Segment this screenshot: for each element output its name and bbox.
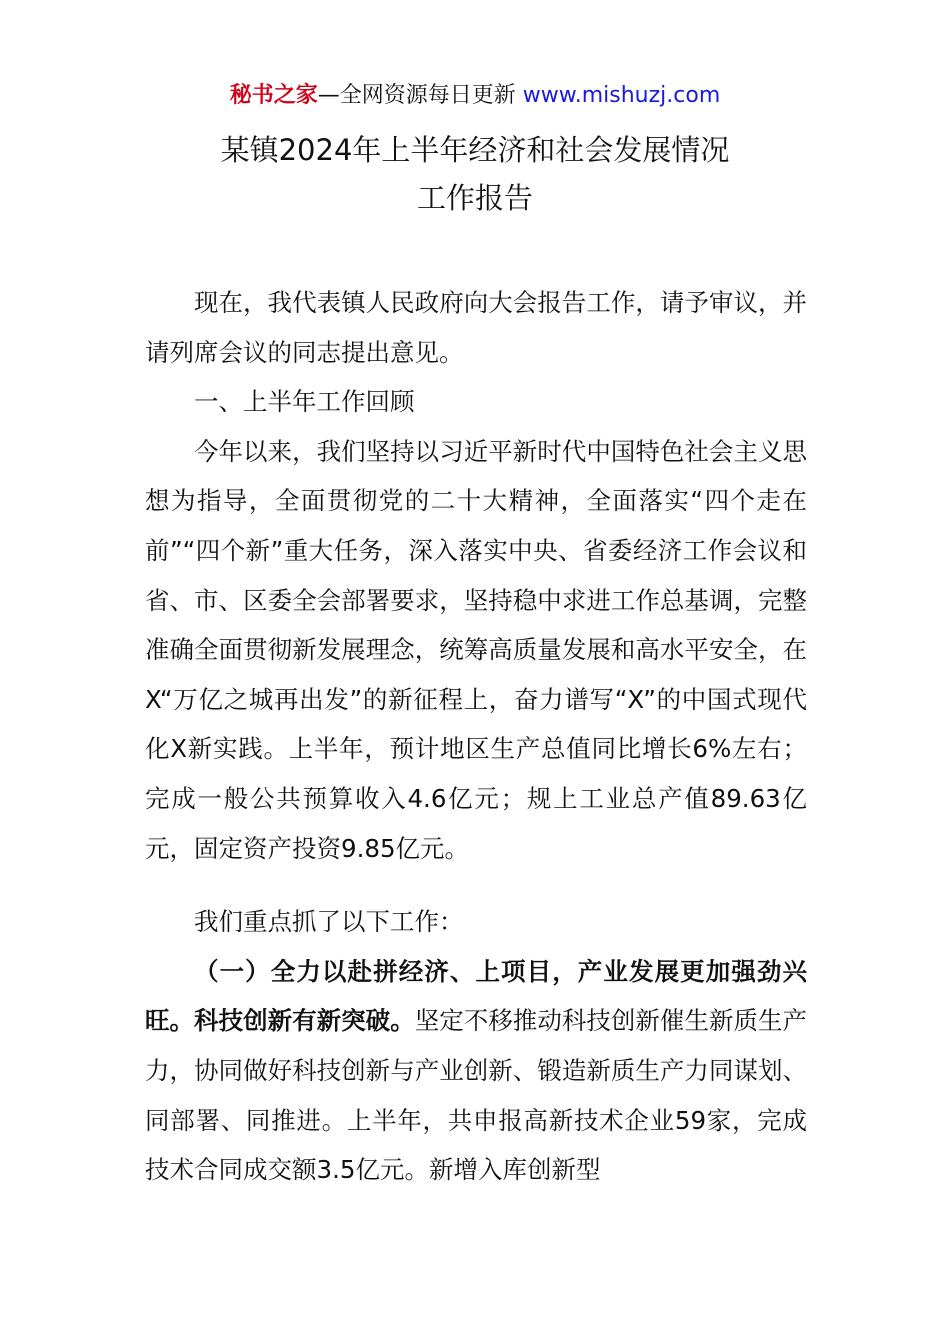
document-body	[145, 278, 807, 1195]
section-heading: 一、上半年工作回顾	[194, 387, 415, 417]
item-1-paragraph	[145, 947, 807, 1195]
focus-intro-paragraph: 我们重点抓了以下工作：	[194, 907, 464, 937]
site-url-link[interactable]: www.mishuzj.com	[522, 83, 721, 108]
intro-paragraph: 现在，我代表镇人民政府向大会报告工作，请予审议，并请列席会议的同志提出意见。	[145, 288, 807, 367]
item-1-heading: （一）全力以赴拼经济、上项目，产业发展更加强劲兴旺。	[145, 956, 807, 1036]
document-title-line-2: 工作报告	[416, 181, 533, 215]
document-title-line-1: 某镇2024年上半年经济和社会发展情况	[220, 133, 730, 167]
item-1-text: 坚定不移推动科技创新催生新质生产力，协同做好科技创新与产业创新、锻造新质生产力同谋划、同部署、同推进。上半年，共申报高新技术企业59家，完成技术合同成交额3.5亿元。新增入库创新型	[145, 1006, 808, 1185]
review-paragraph: 今年以来，我们坚持以习近平新时代中国特色社会主义思想为指导，全面贯彻党的二十大精神，全面落实“四个走在前”“四个新”重大任务，深入落实中央、省委经济工作会议和省、市、区委全会部署要求，坚持稳中求进工作总基调，完整准确全面贯彻新发展理念，统筹高质量发展和高水平安全，在X“万亿之城再出发”的新征程上，奋力谱写“X”的中国式现代化X新实践。上半年，预计地区生产总值同比增长6%左右；完成一般公共预算收入4.6亿元；规上工业总产值89.63亿元，固定资产投资9.85亿元。	[145, 436, 807, 863]
site-header	[0, 80, 950, 112]
brand-name: 秘书之家	[229, 83, 318, 108]
header-tagline: —全网资源每日更新	[317, 83, 523, 108]
item-1-subheading: 科技创新有新突破。	[194, 1006, 415, 1036]
